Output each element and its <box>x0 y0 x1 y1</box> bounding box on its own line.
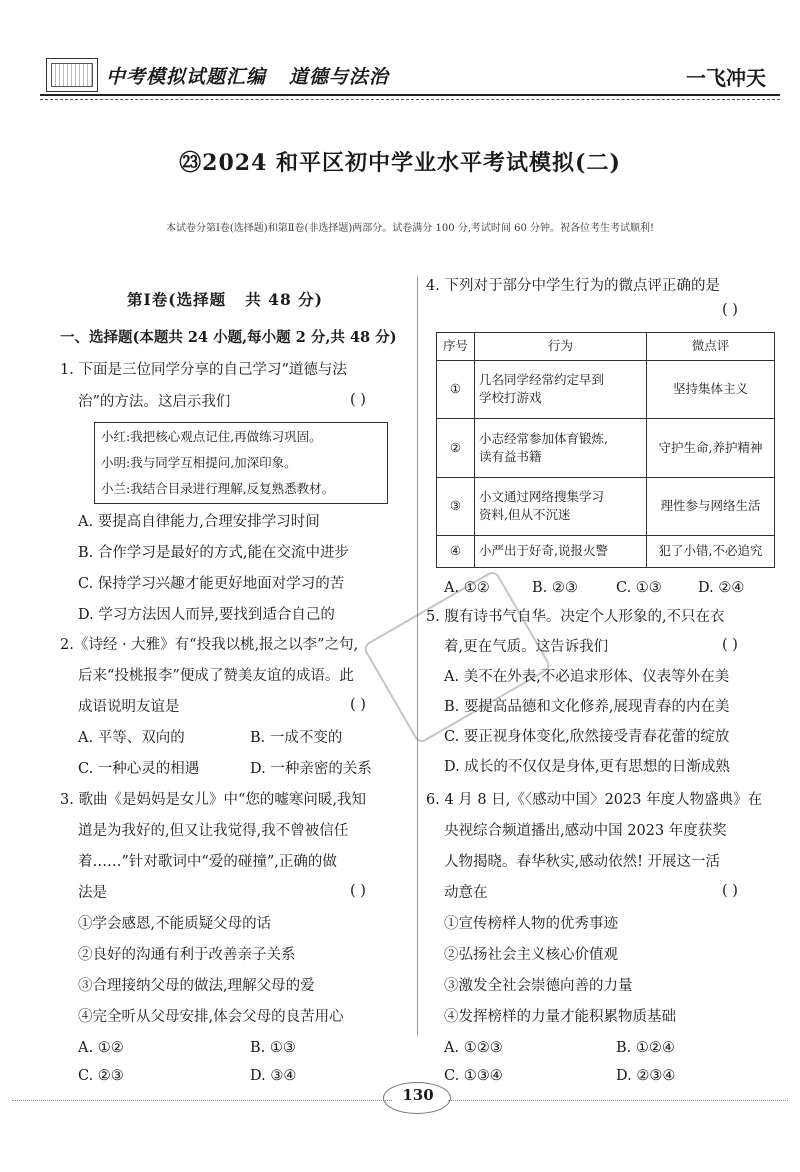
q4-table <box>436 332 775 568</box>
q6-statement: ③激发全社会崇德向善的力量 <box>444 978 633 994</box>
q5-option: B. 要提高品德和文化修养,展现青春的内在美 <box>444 699 730 715</box>
q2-answer-paren: ( ) <box>350 697 366 713</box>
q4-behavior-line: 读有益书籍 <box>479 448 542 464</box>
header-series: 中考模拟试题汇编 <box>106 66 267 88</box>
q6-answer-paren: ( ) <box>722 883 738 899</box>
q6-option: A. ①②③ <box>444 1040 503 1056</box>
q1-option: D. 学习方法因人而异,要找到适合自己的 <box>78 607 335 623</box>
q4-row-behavior <box>475 477 647 535</box>
page-number: 130 <box>402 1086 434 1104</box>
q6-stem-line: 6. 4 月 8 日,《〈感动中国〉2023 年度人物盛典》在 <box>426 792 763 808</box>
q5-option: A. 美不在外表,不必追求形体、仪表等外在美 <box>444 669 730 685</box>
header-subject: 道德与法治 <box>288 66 389 88</box>
q3-statement: ③合理接纳父母的做法,理解父母的爱 <box>78 978 315 994</box>
header-brand: 一飞冲天 <box>686 66 766 90</box>
q4-row-number: ② <box>437 419 475 477</box>
q4-behavior-line: 小志经常参加体育锻炼, <box>479 430 608 446</box>
q1-stem-line: 1. 下面是三位同学分享的自己学习“道德与法 <box>60 362 347 378</box>
q4-option: B. ②③ <box>532 580 578 596</box>
q3-statement: ④完全听从父母安排,体会父母的良苦用心 <box>78 1009 344 1025</box>
q3-stem-line: 法是 <box>78 885 107 901</box>
header-title <box>106 62 389 89</box>
q6-option: C. ①③④ <box>444 1068 503 1084</box>
q6-stem-line: 人物揭晓。春华秋实,感动依然! 开展这一活 <box>444 854 721 870</box>
q1-stem-line: 治”的方法。这启示我们 <box>78 394 231 410</box>
q4-row-behavior <box>475 360 647 418</box>
q6-statement: ①宣传榜样人物的优秀事迹 <box>444 916 618 932</box>
q3-stem-line: 道是为我好的,但又让我觉得,我不曾被信任 <box>78 823 349 839</box>
q1-option: B. 合作学习是最好的方式,能在交流中进步 <box>78 545 349 561</box>
q4-row-comment: 犯了小错,不必追究 <box>647 535 775 567</box>
q6-stem-line: 央视综合频道播出,感动中国 2023 年度获奖 <box>444 823 727 839</box>
q4-col-header: 微点评 <box>647 333 775 361</box>
watermark-stamp <box>362 569 552 745</box>
footer-rule <box>12 1100 392 1101</box>
q4-row-number: ④ <box>437 535 475 567</box>
q4-col-header: 行为 <box>475 333 647 361</box>
q1-quote-box <box>94 422 388 504</box>
q4-row-comment: 坚持集体主义 <box>647 360 775 418</box>
paper-number: ㉓ <box>179 150 203 176</box>
q5-option: D. 成长的不仅仅是身体,更有思想的日渐成熟 <box>444 759 730 775</box>
q1-option: A. 要提高自律能力,合理安排学习时间 <box>78 514 320 530</box>
footer-rule <box>448 1100 788 1101</box>
q4-answer-paren: ( ) <box>722 302 738 318</box>
q4-option: D. ②④ <box>698 580 745 596</box>
q4-row-comment: 理性参与网络生活 <box>647 477 775 535</box>
q2-stem-line: 2.《诗经 · 大雅》有“投我以桃,报之以李”之句, <box>60 637 359 653</box>
q3-statement: ②良好的沟通有利于改善亲子关系 <box>78 947 296 963</box>
q1-answer-paren: ( ) <box>350 392 366 408</box>
q4-row-behavior <box>475 419 647 477</box>
q4-behavior-line: 几名同学经常约定早到 <box>479 372 605 388</box>
q2-option: B. 一成不变的 <box>250 730 343 746</box>
q5-option: C. 要正视身体变化,欣然接受青春花蕾的绽放 <box>444 729 730 745</box>
q5-answer-paren: ( ) <box>722 637 738 653</box>
q3-option: D. ③④ <box>250 1068 297 1084</box>
header-rule <box>40 94 780 96</box>
q4-table-row <box>437 477 775 535</box>
q4-table-row <box>437 419 775 477</box>
q1-quote-line: 小红:我把核心观点记住,再做练习巩固。 <box>101 429 322 444</box>
q5-stem-line: 着,更在气质。这告诉我们 <box>444 639 609 655</box>
paper-title-text: 2024 和平区初中学业水平考试模拟(二) <box>202 150 621 176</box>
q4-behavior-line: 小文通过网络搜集学习 <box>479 489 605 505</box>
q4-stem-line: 4. 下列对于部分中学生行为的微点评正确的是 <box>426 278 720 294</box>
q4-col-header: 序号 <box>437 333 475 361</box>
q2-stem-line: 后来“投桃报李”便成了赞美友谊的成语。此 <box>78 668 354 684</box>
q3-answer-paren: ( ) <box>350 883 366 899</box>
header-rule-dashed <box>40 99 780 100</box>
q1-quote-line: 小兰:我结合目录进行理解,反复熟悉教材。 <box>101 481 335 496</box>
q2-stem-line: 成语说明友谊是 <box>78 699 180 715</box>
q4-behavior-line: 学校打游戏 <box>479 390 542 406</box>
section-heading: 一、选择题(本题共 24 小题,每小题 2 分,共 48 分) <box>60 329 397 346</box>
q2-option: D. 一种亲密的关系 <box>250 761 372 777</box>
q4-row-comment: 守护生命,养护精神 <box>647 419 775 477</box>
q2-option: A. 平等、双向的 <box>78 730 185 746</box>
q4-option: C. ①③ <box>616 580 662 596</box>
q6-option: D. ②③④ <box>616 1068 676 1084</box>
q5-stem-line: 5. 腹有诗书气自华。决定个人形象的,不只在衣 <box>426 609 725 625</box>
exam-instructions: 本试卷分第Ⅰ卷(选择题)和第Ⅱ卷(非选择题)两部分。试卷满分 100 分,考试时间 60 分钟。祝各位考生考试顺利! <box>165 223 655 234</box>
q4-table-row <box>437 360 775 418</box>
q6-statement: ④发挥榜样的力量才能积累物质基础 <box>444 1009 676 1025</box>
q3-option: C. ②③ <box>78 1068 124 1084</box>
q6-stem-line: 动意在 <box>444 885 488 901</box>
paper-title <box>0 146 800 177</box>
q3-option: A. ①② <box>78 1040 124 1056</box>
q4-table-header <box>437 333 775 361</box>
series-logo <box>46 58 98 92</box>
q3-stem-line: 着……”针对歌词中“爱的碰撞”,正确的做 <box>78 854 337 870</box>
barcode-icon <box>51 63 93 87</box>
q3-statement: ①学会感恩,不能质疑父母的话 <box>78 916 272 932</box>
q4-row-behavior: 小严出于好奇,说报火警 <box>475 535 647 567</box>
q2-option: C. 一种心灵的相遇 <box>78 761 200 777</box>
q4-row-number: ③ <box>437 477 475 535</box>
q4-table-row <box>437 535 775 567</box>
q1-option: C. 保持学习兴趣才能更好地面对学习的苦 <box>78 576 345 592</box>
q6-option: B. ①②④ <box>616 1040 675 1056</box>
q3-option: B. ①③ <box>250 1040 296 1056</box>
q4-option: A. ①② <box>444 580 490 596</box>
q6-statement: ②弘扬社会主义核心价值观 <box>444 947 618 963</box>
section-title: 第Ⅰ卷(选择题 共 48 分) <box>127 290 323 309</box>
q4-behavior-line: 资料,但从不沉迷 <box>479 507 571 523</box>
q1-quote-line: 小明:我与同学互相提问,加深印象。 <box>101 455 297 470</box>
q3-stem-line: 3. 歌曲《是妈妈是女儿》中“您的嘘寒问暖,我知 <box>60 792 366 808</box>
q4-row-number: ① <box>437 360 475 418</box>
